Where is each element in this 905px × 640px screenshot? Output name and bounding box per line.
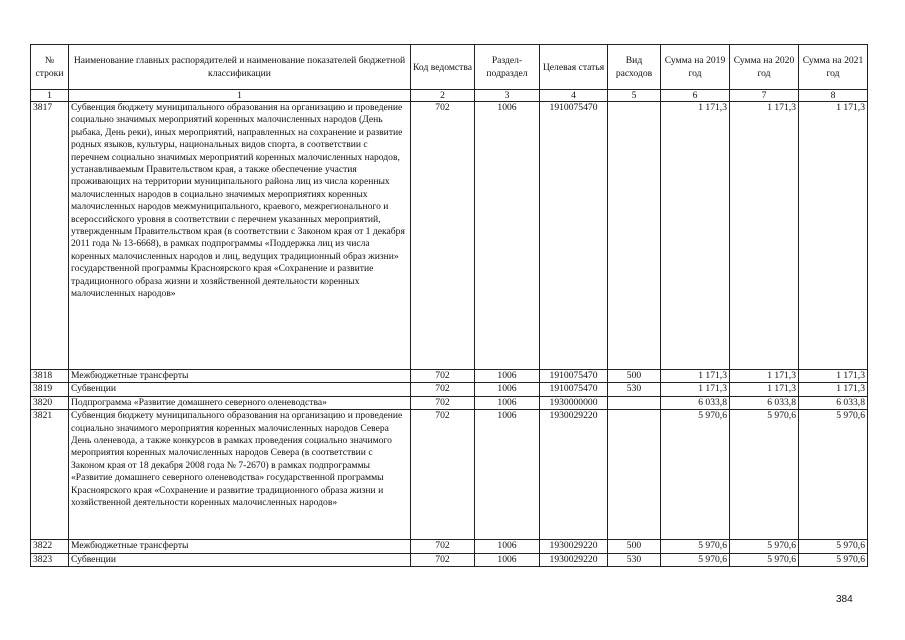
header-row-number: № строки <box>31 45 69 90</box>
column-number: 5 <box>608 90 661 102</box>
column-number: 1 <box>31 90 69 102</box>
row-target-article: 1910075470 <box>540 102 608 370</box>
column-number: 6 <box>661 90 730 102</box>
page-number: 384 <box>836 594 853 605</box>
row-sum-2021: 5 970,6 <box>799 540 868 553</box>
table-row <box>31 383 868 396</box>
row-name: Межбюджетные трансферты <box>69 540 411 553</box>
row-sum-2019: 5 970,6 <box>661 553 730 566</box>
row-number: 3822 <box>31 540 69 553</box>
row-sum-2020: 5 970,6 <box>730 540 799 553</box>
table-row <box>31 540 868 553</box>
row-name: Подпрограмма «Развитие домашнего северного оленеводства» <box>69 396 411 409</box>
row-expense-type <box>608 102 661 370</box>
row-expense-type: 530 <box>608 553 661 566</box>
row-sum-2019: 6 033,8 <box>661 396 730 409</box>
row-target-article: 1930000000 <box>540 396 608 409</box>
row-sum-2019: 1 171,3 <box>661 370 730 383</box>
header-name: Наименование главных распорядителей и наименование показателей бюджетной классификации <box>69 45 411 90</box>
row-expense-type <box>608 410 661 540</box>
row-sum-2019: 1 171,3 <box>661 383 730 396</box>
row-name: Межбюджетные трансферты <box>69 370 411 383</box>
row-sum-2019: 1 171,3 <box>661 102 730 370</box>
row-target-article: 1910075470 <box>540 370 608 383</box>
row-number: 3818 <box>31 370 69 383</box>
row-dept-code: 702 <box>411 102 475 370</box>
column-number: 4 <box>540 90 608 102</box>
table-row <box>31 396 868 409</box>
row-section: 1006 <box>475 396 540 409</box>
row-target-article: 1930029220 <box>540 410 608 540</box>
header-sum-2019: Сумма на 2019 год <box>661 45 730 90</box>
row-target-article: 1910075470 <box>540 383 608 396</box>
row-number: 3823 <box>31 553 69 566</box>
column-number: 2 <box>411 90 475 102</box>
row-dept-code: 702 <box>411 553 475 566</box>
row-sum-2021: 5 970,6 <box>799 410 868 540</box>
row-sum-2021: 1 171,3 <box>799 102 868 370</box>
table-row <box>31 102 868 370</box>
row-sum-2020: 1 171,3 <box>730 370 799 383</box>
row-dept-code: 702 <box>411 540 475 553</box>
row-sum-2020: 5 970,6 <box>730 410 799 540</box>
row-target-article: 1930029220 <box>540 540 608 553</box>
row-sum-2021: 6 033,8 <box>799 396 868 409</box>
row-name: Субвенции <box>69 553 411 566</box>
row-dept-code: 702 <box>411 410 475 540</box>
row-target-article: 1930029220 <box>540 553 608 566</box>
row-sum-2019: 5 970,6 <box>661 410 730 540</box>
row-section: 1006 <box>475 370 540 383</box>
table-header-row <box>31 45 868 90</box>
row-dept-code: 702 <box>411 396 475 409</box>
row-sum-2021: 5 970,6 <box>799 553 868 566</box>
row-dept-code: 702 <box>411 383 475 396</box>
header-sum-2020: Сумма на 2020 год <box>730 45 799 90</box>
header-dept-code: Код ведомства <box>411 45 475 90</box>
header-target-article: Целевая статья <box>540 45 608 90</box>
column-number: 8 <box>799 90 868 102</box>
row-section: 1006 <box>475 410 540 540</box>
row-sum-2021: 1 171,3 <box>799 370 868 383</box>
row-sum-2019: 5 970,6 <box>661 540 730 553</box>
row-number: 3817 <box>31 102 69 370</box>
header-section: Раздел-подраздел <box>475 45 540 90</box>
row-section: 1006 <box>475 553 540 566</box>
table-row <box>31 370 868 383</box>
table-row <box>31 553 868 566</box>
budget-table <box>30 44 868 567</box>
row-name: Субвенции <box>69 383 411 396</box>
row-expense-type <box>608 396 661 409</box>
row-number: 3820 <box>31 396 69 409</box>
column-number: 1 <box>69 90 411 102</box>
row-section: 1006 <box>475 540 540 553</box>
row-dept-code: 702 <box>411 370 475 383</box>
column-number: 7 <box>730 90 799 102</box>
header-expense-type: Вид расходов <box>608 45 661 90</box>
column-number-row <box>31 90 868 102</box>
header-sum-2021: Сумма на 2021 год <box>799 45 868 90</box>
row-section: 1006 <box>475 102 540 370</box>
row-number: 3819 <box>31 383 69 396</box>
table-row <box>31 410 868 540</box>
row-expense-type: 530 <box>608 383 661 396</box>
row-number: 3821 <box>31 410 69 540</box>
row-sum-2020: 1 171,3 <box>730 383 799 396</box>
row-sum-2020: 6 033,8 <box>730 396 799 409</box>
column-number: 3 <box>475 90 540 102</box>
row-name: Субвенция бюджету муниципального образования на организацию и проведение социально значимых мероприятий коренных малочисленных народов (День рыбака, День реки), иных мероприятий, направленных на сохранение и развитие родных языков, культуры, национальных видов спорта, в соответствии с перечнем социально значимых мероприятий коренных малочисленных народов, устанавливаемым Правительством края, а также обеспечение участия проживающих на территории муниципального района лиц из числа коренных малочисленных народов в социально значимых мероприятиях коренных малочисленных народов межмуниципального, краевого, межрегионального и всероссийского уровня в соответствии с перечнем указанных мероприятий, утвержденным Правительством края (в соответствии с Законом края от 1 декабря 2011 года № 13-6668), в рамках подпрограммы «Поддержка лиц из числа коренных малочисленных народов и лиц, ведущих традиционный образ жизни» государственной программы Красноярского края «Сохранение и развитие традиционного образа жизни и хозяйственной деятельности коренных малочисленных народов» <box>69 102 411 370</box>
row-name: Субвенция бюджету муниципального образования на организацию и проведение социально значимого мероприятия коренных малочисленных народов Севера День оленевода, а также конкурсов в рамках проведения социально значимого мероприятия коренных малочисленных народов Севера (в соответствии с Законом края от 18 декабря 2008 года № 7-2670) в рамках подпрограммы «Развитие домашнего северного оленеводства» государственной программы Красноярского края «Сохранение и развитие традиционного образа жизни и хозяйственной деятельности коренных малочисленных народов» <box>69 410 411 540</box>
row-sum-2020: 5 970,6 <box>730 553 799 566</box>
row-expense-type: 500 <box>608 370 661 383</box>
row-section: 1006 <box>475 383 540 396</box>
row-sum-2021: 1 171,3 <box>799 383 868 396</box>
row-sum-2020: 1 171,3 <box>730 102 799 370</box>
row-expense-type: 500 <box>608 540 661 553</box>
